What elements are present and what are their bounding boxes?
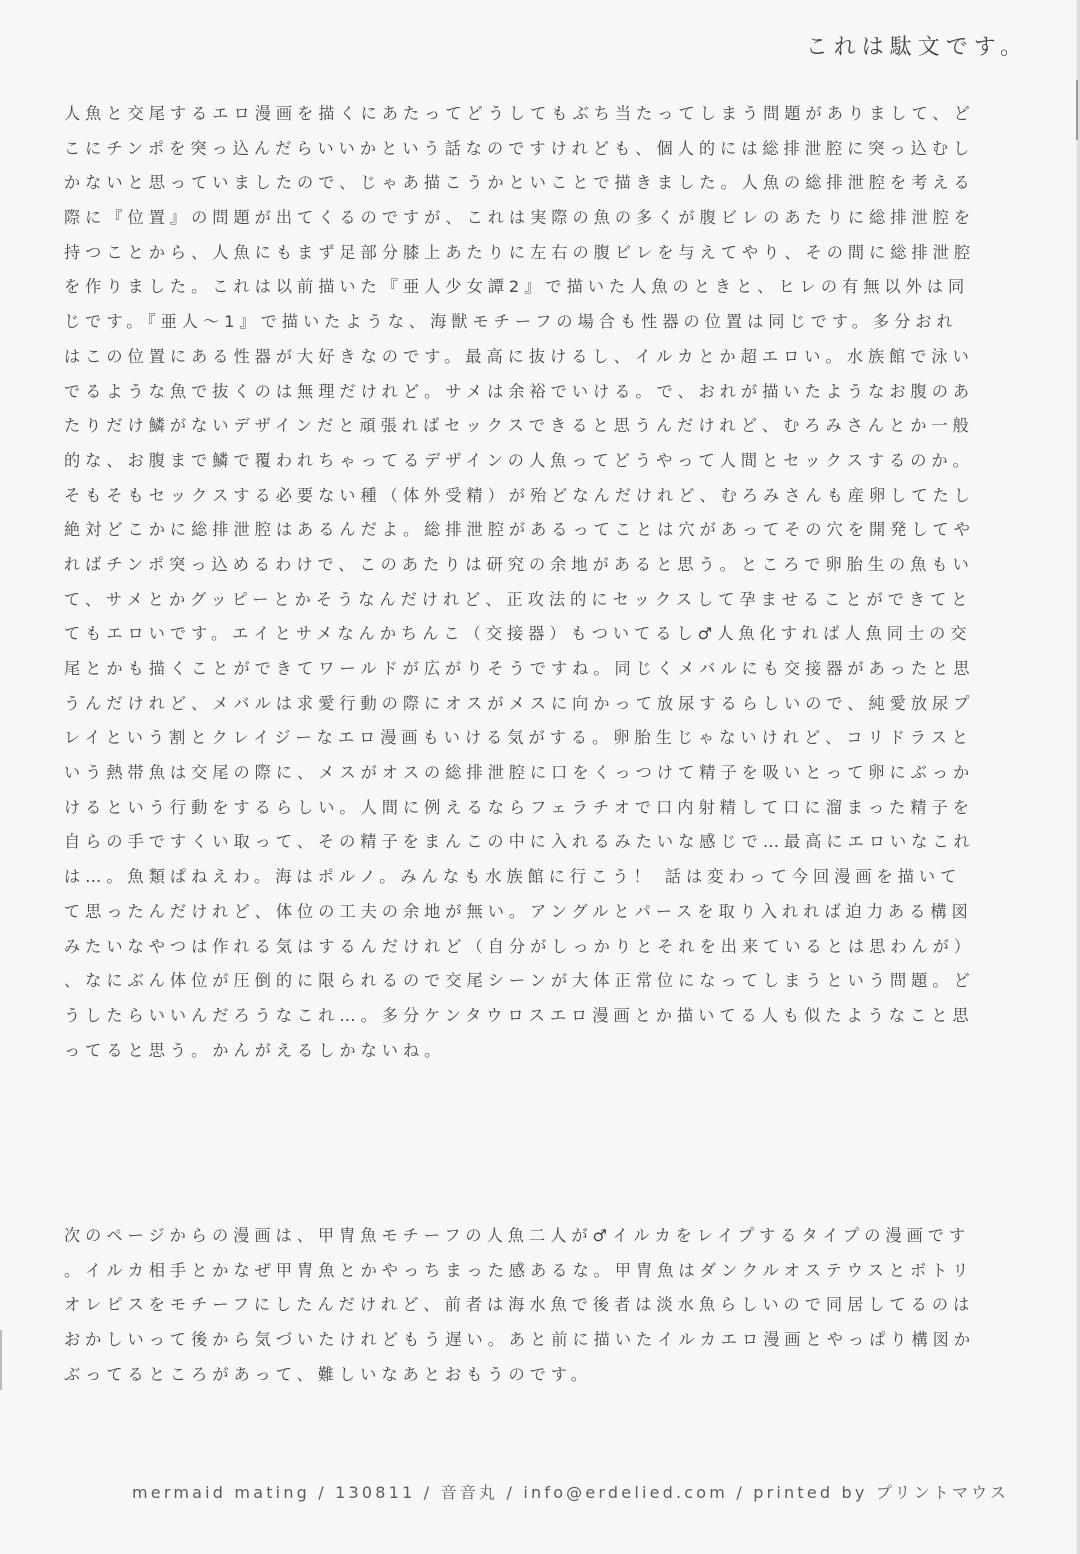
text-line: を作りました。これは以前描いた『亜人少女譚2』で描いた人魚のときと、ヒレの有無以外は同: [64, 277, 970, 297]
text-line: て思ったんだけれど、体位の工夫の余地が無い。アングルとパースを取り入れれば迫力ある構図: [64, 901, 973, 921]
text-line: オレピスをモチーフにしたんだけれど、前者は海水魚で後者は淡水魚らしいので同居してるのは: [64, 1295, 975, 1315]
text-line: ればチンポ突っ込めるわけで、このあたりは研究の余地があると思う。ところで卵胎生の魚もい: [64, 554, 974, 574]
page-title: これは駄文です。: [805, 35, 1028, 60]
text-line: て、サメとかグッピーとかそうなんだけれど、正攻法的にセックスして孕ませることができてと: [64, 589, 973, 609]
text-line: 次のページからの漫画は、甲冑魚モチーフの人魚二人が♂イルカをレイプするタイプの漫画です: [64, 1226, 971, 1245]
text-line: 。イルカ相手とかなぜ甲冑魚とかやっちまった感あるな。甲冑魚はダンクルオステウスとボトリ: [64, 1260, 974, 1280]
text-line: 自らの手ですくい取って、その精子をまんこの中に入れるみたいな感じで…最高にエロいなこれ: [64, 832, 975, 852]
text-line: いう熱帯魚は交尾の際に、メスがオスの総排泄腔に口をくっつけて精子を吸いとって卵にぶっか: [64, 763, 975, 783]
page-edge-shadow: [1076, 0, 1080, 1554]
text-line: は…。魚類ぱねえわ。海はポルノ。みんなも水族館に行こう！ 話は変わって今回漫画を描いて: [64, 867, 962, 887]
text-line: たりだけ鱗がないデザインだと頑張ればセックスできると思うんだけれど、むろみさんとか一般: [64, 416, 974, 436]
text-line: おかしいって後から気づいたけれどもう遅い。あと前に描いたイルカエロ漫画とやっぱり構図か: [64, 1330, 976, 1350]
text-line: でるような魚で抜くのは無理だけれど。サメは余裕でいける。で、おれが描いたようなお腹のあ: [64, 381, 975, 401]
text-line: うんだけれど、メバルは求愛行動の際にオスがメスに向かって放尿するらしいので、純愛放尿プ: [64, 693, 975, 713]
text-line: かないと思っていましたので、じゃあ描こうかといことで描きました。人魚の総排泄腔を考える: [64, 173, 975, 193]
text-line: 絶対どこかに総排泄腔はあるんだよ。総排泄腔があるってことは穴があってその穴を開発してや: [64, 520, 975, 540]
colophon-footer: mermaid mating / 130811 / 音音丸 / info@erdelied.com / printed by プリントマウス: [132, 1483, 1010, 1502]
page-left-edge-mark: [0, 1330, 2, 1390]
body-paragraph-2: [64, 1219, 1024, 1392]
text-line: 人魚と交尾するエロ漫画を描くにあたってどうしてもぶち当たってしまう問題がありまして、ど: [64, 104, 975, 123]
text-line: 際に『位置』の問題が出てくるのですが、これは実際の魚の多くが腹ビレのあたりに総排泄腔を: [64, 208, 976, 228]
text-line: うしたらいいんだろうなこれ…。多分ケンタウロスエロ漫画とか描いてる人も似たようなこと思: [64, 1005, 974, 1025]
text-line: レイという割とクレイジーなエロ漫画もいける気がする。卵胎生じゃないけれど、コリドラスと: [64, 728, 973, 748]
text-line: てもエロいです。エイとサメなんかちんこ（交接器）もついてるし♂人魚化すれば人魚同士の交: [64, 624, 972, 644]
text-line: ってると思う。かんがえるしかないね。: [64, 1040, 446, 1060]
text-line: 的な、お腹まで鱗で覆われちゃってるデザインの人魚ってどうやって人間とセックスするのか。: [64, 450, 974, 470]
text-line: みたいなやつは作れる気はするんだけれど（自分がしっかりとそれを出来ているとは思わんが）: [64, 936, 976, 956]
text-line: 持つことから、人魚にもまず足部分膝上あたりに左右の腹ビレを与えてやり、その間に総排泄腔: [64, 242, 976, 262]
text-line: そもそもセックスする必要ない種（体外受精）が殆どなんだけれど、むろみさんも産卵してたし: [64, 485, 975, 505]
text-line: 、なにぶん体位が圧倒的に限られるので交尾シーンが大体正常位になってしまうという問題。ど: [64, 971, 975, 991]
text-line: はこの位置にある性器が大好きなのです。最高に抜けるし、イルカとか超エロい。水族館で泳い: [64, 346, 974, 366]
text-line: 尾とかも描くことができてワールドが広がりそうですね。同じくメバルにも交接器があったと思: [64, 659, 975, 678]
text-line: ぶってるところがあって、難しいなあとおもうのです。: [64, 1364, 592, 1384]
text-line: じです。『亜人～1』で描いたような、海獣モチーフの場合も性器の位置は同じです。多分おれ: [64, 312, 958, 332]
text-line: こにチンポを突っ込んだらいいかという話なのですけれども、個人的には総排泄腔に突っ込むし: [64, 138, 975, 158]
page-edge-mark: [1076, 80, 1078, 140]
body-paragraph-1: [64, 97, 1024, 1068]
text-line: けるという行動をするらしい。人間に例えるならフェラチオで口内射精して口に溜まった精子を: [64, 797, 974, 817]
